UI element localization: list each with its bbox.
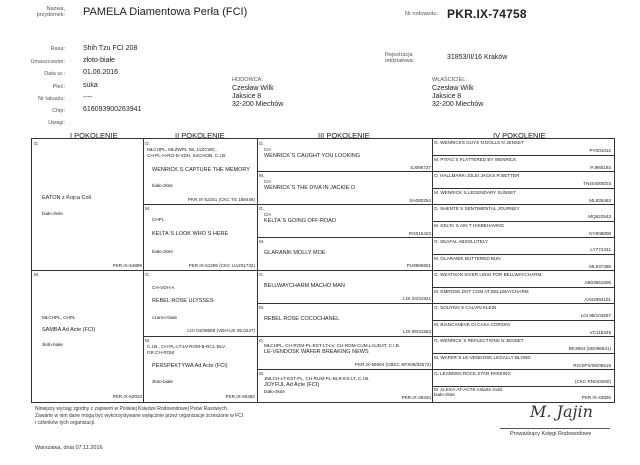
gen4-8-name: M. GLARANIK BUTTERED BUN bbox=[434, 256, 501, 261]
gen3-7-sex: O. bbox=[259, 338, 264, 343]
gen4-8-reg: ML837398 bbox=[589, 264, 611, 269]
color-value: złoto-białe bbox=[83, 57, 115, 64]
gen1-dam-name: SAMBA Ad Acte (FCI) bbox=[42, 327, 96, 333]
gen4-13-reg: BK3954 (SE096641) bbox=[568, 346, 611, 351]
issue-date: Warszawa, dnia 07.11.2016 bbox=[35, 445, 103, 451]
gen3-8-color: biało-złote bbox=[264, 389, 285, 394]
gen3-1-reg: SJ086737 bbox=[410, 165, 431, 170]
gen2-2-color: biało-złote bbox=[152, 249, 173, 254]
pedigree-number: PKR.IX-74758 bbox=[447, 7, 527, 21]
gen3-8-titles: JMLCH-LT-EST-PL, CH-RUM-PL-BLR-ES-LT, C.I.B. bbox=[264, 376, 370, 381]
gen3-5-name: BELLWAYCHARM MACHO MAN bbox=[264, 283, 345, 289]
sex-label: Płeć: bbox=[52, 84, 65, 90]
gen2-3-name: REBEL ROSE ULYSSES bbox=[152, 298, 214, 304]
gen2-1-sex: O. bbox=[145, 141, 150, 146]
gen3-4-sex: M. bbox=[259, 239, 265, 244]
gen4-6-reg: NY908808 bbox=[589, 231, 611, 236]
gen1-dam-color: złoto-białe bbox=[42, 342, 63, 347]
gen2-1-name: WENRICK`S CAPTURE THE MEMORY bbox=[152, 167, 250, 173]
gen4-10-name: M. EMROSE DOT COM AT BELLWAYCHARM bbox=[434, 289, 529, 294]
gen4-3-name: O. HALLMARK-JOLEI JACKS R BETTER bbox=[434, 173, 520, 178]
gen3-5-sex: O. bbox=[259, 272, 264, 277]
breeder-name: Czesław Wilk bbox=[232, 85, 274, 92]
gen-header-4: IV POKOLENIE bbox=[493, 131, 546, 140]
gen4-11-reg: LOI 98/103597 bbox=[580, 313, 611, 318]
gen4-5-reg: MQ822543 bbox=[588, 214, 611, 219]
owner-name: Czesław Wilk bbox=[432, 85, 474, 92]
gen4-14-name: M. WAFER`S LE-VENDOSK LEGALLY BLOND bbox=[434, 355, 531, 360]
gen2-2-sex: M. bbox=[145, 206, 151, 211]
gen2-2-reg: PKR.IX-51295 (CKC UA201732) bbox=[188, 263, 255, 268]
gen4-12-reg: VC116345 bbox=[589, 330, 611, 335]
gen2-4-name: PERSPEKTYWA Ad Acte (FCI) bbox=[152, 363, 228, 369]
gen4-2-reg: PJ960193 bbox=[590, 165, 611, 170]
gen3-2-name: WENRICK`S THE DIVA IN JACKIE O bbox=[264, 185, 356, 191]
owner-address bbox=[432, 85, 483, 109]
tattoo-value: ---- bbox=[83, 94, 93, 101]
gen1-dam-titles: MŁCHPL, CHPL bbox=[42, 315, 76, 320]
gen2-4-sex: M. bbox=[145, 338, 151, 343]
gen4-4-name: M. WENRICK`S LEGENDARY SUNSET bbox=[434, 190, 517, 195]
notes-label: Uwagi: bbox=[48, 120, 65, 126]
gen4-16-reg: PKR.IX-43926 bbox=[581, 395, 611, 400]
color-label: Umaszczenie: bbox=[30, 59, 65, 65]
gen2-1-color: biało-złote bbox=[152, 183, 173, 188]
gen3-6-sex: M. bbox=[259, 305, 265, 310]
gen4-5-name: O. SHENTE`S SENTIMENTAL JOURNEY bbox=[434, 206, 520, 211]
owner-street: Jaksice 8 bbox=[432, 93, 462, 100]
gen3-7-name: LE-VENDOSK WAFER BREAKING NEWS bbox=[264, 349, 369, 355]
gen2-3-titles: CH-VDH-A bbox=[152, 285, 175, 290]
birth-date-value: 01.06.2016 bbox=[83, 69, 119, 76]
gen2-3-color: czarno-białe bbox=[152, 315, 178, 320]
gen2-3-reg: LOI 04/39598 (VDH-UK 05.0247) bbox=[187, 328, 255, 333]
gen3-1-titles: CH bbox=[264, 147, 271, 152]
gen4-16-name: M. ALEXA-AT-ACTE Astarte Gold biało-złote bbox=[434, 387, 503, 397]
name-label: Nazwa, przydomek: bbox=[36, 6, 65, 18]
gen2-2-titles: CHPL bbox=[152, 217, 165, 222]
pedigree-table bbox=[31, 138, 615, 403]
gen3-2-titles: CH bbox=[264, 179, 271, 184]
sex-value: suka bbox=[83, 82, 98, 89]
owner-label: WŁAŚCICIEL: bbox=[432, 77, 467, 83]
gen4-7-reg: LY774431 bbox=[590, 247, 611, 252]
footer-line-1: Niniejszy wyciąg zgodny z zapisem w Polskiej Księdze Rodowodowej Psów Rasowych. bbox=[35, 406, 229, 412]
gen1-dam-reg: PKR.IX-62023 bbox=[112, 394, 142, 399]
breeder-label: HODOWCA: bbox=[232, 77, 263, 83]
footer-line-2: Zawarte w nim dane mogą być wykorzystywane wyłącznie przez organizacje zrzeszone w FCI bbox=[35, 413, 244, 419]
gen3-6-reg: LOI 99/31583 bbox=[403, 329, 431, 334]
signature: M. Jajin bbox=[530, 402, 593, 421]
gen4-4-reg: ML835463 bbox=[589, 198, 611, 203]
gen4-15-reg: (CKC RN043260) bbox=[575, 379, 611, 384]
gen3-6-name: REBEL ROSE COCOCHANEL bbox=[264, 316, 340, 322]
gen1-sire-reg: PKR.IX-54899 bbox=[112, 263, 142, 268]
gen1-sire-color: biało-złote bbox=[42, 211, 63, 216]
gen3-3-titles: CH bbox=[264, 212, 271, 217]
gen2-3-sex: O. bbox=[145, 272, 150, 277]
gen2-2-name: KELTA`S LOOK WHO`S HERE bbox=[152, 231, 229, 237]
gen3-3-name: KELTA`S GOING OFF ROAD bbox=[264, 218, 336, 224]
registration-value: 31853/II/16 Kraków bbox=[447, 54, 508, 61]
gen1-dam-sex: M. bbox=[34, 272, 40, 277]
gen-header-1: I POKOLENIE bbox=[70, 131, 118, 140]
gen3-4-reg: PU9986901 bbox=[406, 263, 431, 268]
footer-disclaimer bbox=[35, 406, 243, 427]
gen3-8-name: JOYFUL Ad Acte (FCI) bbox=[264, 382, 320, 388]
chip-label: Chip: bbox=[52, 108, 65, 114]
gen4-14-reg: RG/SPX/06/05515 bbox=[573, 363, 611, 368]
gen3-3-sex: O. bbox=[259, 206, 264, 211]
gen3-7-reg: PKR.IX-55064 (CBKC SPX08/02572) bbox=[354, 362, 431, 367]
gen4-11-name: O. SOUYEN`S CALVIN KLEIN bbox=[434, 305, 497, 310]
gen3-3-reg: RG015423 bbox=[408, 231, 431, 236]
chip-value: 616093900263941 bbox=[83, 106, 142, 113]
gen4-15-name: O. LEAREEN ROCK STAR PARKING bbox=[434, 371, 511, 376]
footer-line-3: i członków tych organizacji. bbox=[35, 420, 96, 426]
gen3-2-sex: M. bbox=[259, 173, 265, 178]
breed-label: Rasa: bbox=[50, 46, 65, 52]
gen3-1-sex: O. bbox=[259, 141, 264, 146]
gen2-4-reg: PKR.IX-55360 bbox=[225, 394, 255, 399]
gen2-4-titles: C.I.B., CH-PL-LT-LV-ROM-B-RCL-BLV, GR.CH-ROM bbox=[147, 344, 226, 355]
gen4-13-name: O. WENRICK`S REFLECTIONS N`JENSET bbox=[434, 338, 524, 343]
gen4-10-reg: AA02994101 bbox=[584, 297, 611, 302]
breed-value: Shih Tzu FCI 208 bbox=[83, 45, 138, 52]
gen-header-2: II POKOLENIE bbox=[175, 131, 225, 140]
gen1-sire-name: EATON z Kojca Coli bbox=[42, 195, 92, 201]
signature-caption: Prowadzący Księgi Rodowodowe bbox=[510, 431, 592, 437]
breeder-city: 32-200 Miechów bbox=[232, 101, 284, 108]
gen3-8-reg: PKR.IX-49334 bbox=[401, 395, 431, 400]
tattoo-label: Nr tatuażu: bbox=[38, 96, 65, 102]
gen4-2-name: M. PITAG`S FLATTERED BY WENRICK bbox=[434, 157, 517, 162]
regno-label: Nr rodowodu: bbox=[405, 11, 439, 17]
gen4-1-reg: PY001012 bbox=[589, 148, 611, 153]
gen4-7-name: O. SEAFAL ABSOLUTELY bbox=[434, 239, 489, 244]
gen1-sire-sex: O. bbox=[34, 141, 39, 146]
gen3-1-name: WENRICK`S CAUGHT YOU LOOKING bbox=[264, 153, 361, 159]
registration-label: Rejestracja oddziałowa: bbox=[385, 52, 415, 64]
gen4-6-name: M. KELTA`S AIN`T HISBEHAVING bbox=[434, 223, 505, 228]
gen4-12-name: M. BIANCANEVE DI CASA CORSINI bbox=[434, 322, 510, 327]
birth-date-label: Data ur.: bbox=[44, 71, 65, 77]
gen4-1-name: O. WENRICKS GUYS N DOLLS N`JENSET bbox=[434, 140, 524, 145]
gen3-8-sex: M. bbox=[259, 371, 265, 376]
owner-city: 32-200 Miechów bbox=[432, 101, 484, 108]
gen4-9-reg: AB03561805 bbox=[584, 280, 611, 285]
gen3-2-reg: SA080254 bbox=[409, 198, 431, 203]
gen3-4-name: GLARANIK MOLLY MOE bbox=[264, 250, 326, 256]
signature-line bbox=[500, 428, 610, 429]
gen3-7-titles: MŁCHPL, CH-ROM-PL-EST-LT-LV, CH-ROM-CUM.LAUDAT, C.I.B. bbox=[264, 343, 401, 348]
dog-name: PAMELA Diamentowa Perła (FCI) bbox=[83, 6, 248, 18]
gen2-1-titles: MŁCHPL, MŁZWPL`08, 11XCWC, CH-PL-H-RO-D-VDH, SvCHCIB, C.I.B. bbox=[147, 147, 227, 158]
gen2-1-reg: PKR.IX-52161 (CKC TS 188448) bbox=[187, 197, 255, 202]
breeder-address bbox=[232, 85, 283, 109]
gen2-4-color: złoto-białe bbox=[152, 379, 173, 384]
breeder-street: Jaksice 8 bbox=[232, 93, 262, 100]
gen-header-3: III POKOLENIE bbox=[318, 131, 370, 140]
gen4-3-reg: TN404008/03 bbox=[583, 181, 611, 186]
gen4-9-name: O. WEATSON SIVER LINIG FOR BELLWAYCHARM bbox=[434, 272, 542, 277]
gen3-5-reg: LOI 04/31921 bbox=[403, 296, 431, 301]
